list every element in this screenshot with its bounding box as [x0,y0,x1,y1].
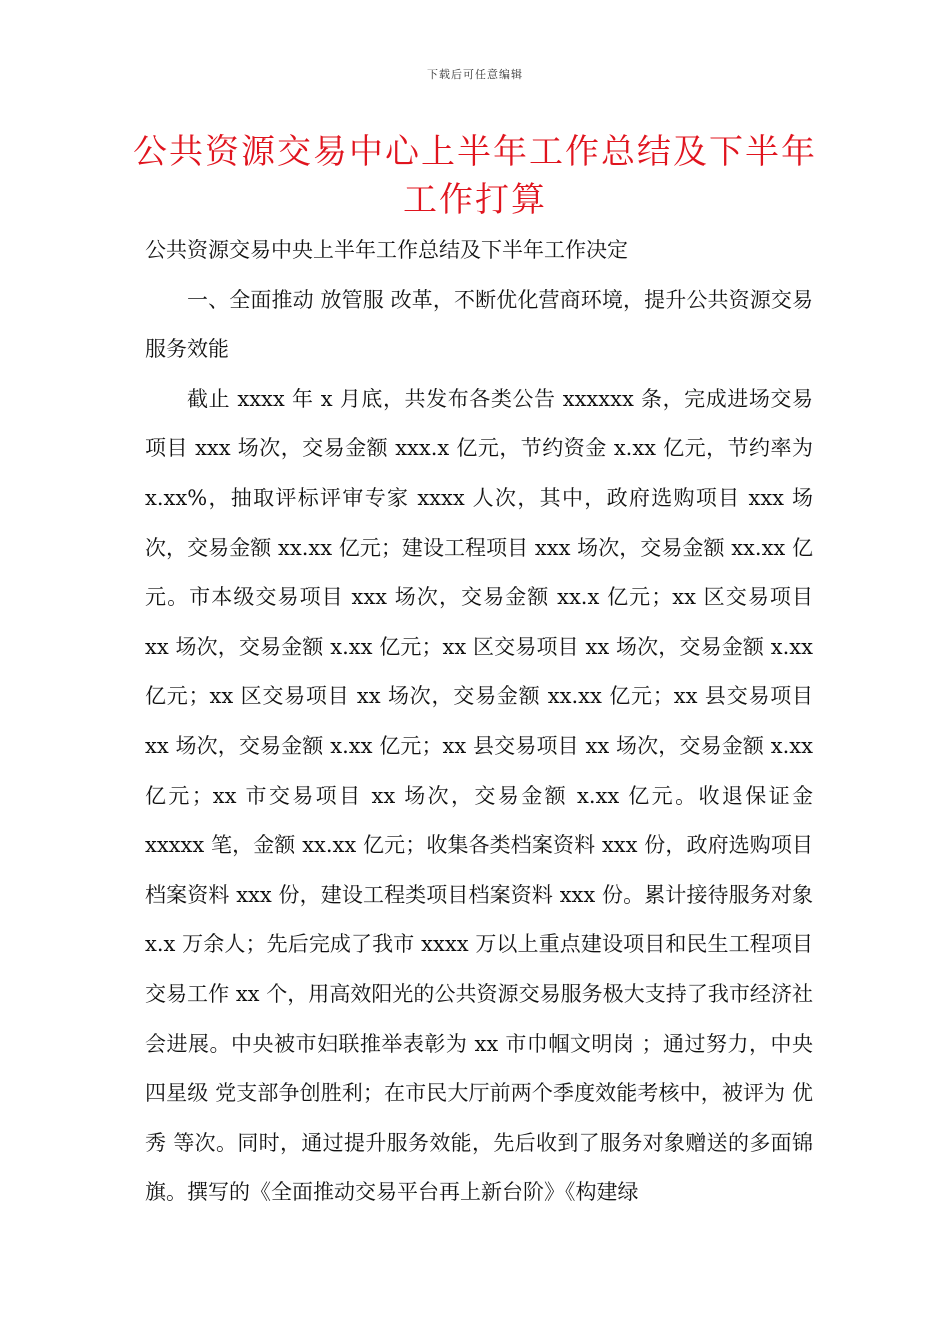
header-note: 下载后可任意编辑 [427,68,523,81]
body-paragraph: 截止 xxxx 年 x 月底，共发布各类公告 xxxxxx 条，完成进场交易项目 xxx 场次，交易金额 xxx.x 亿元，节约资金 x.xx 亿元，节约率为 x.xx%，抽取评标评审专家 xxxx 人次，其中，政府选购项目 xxx 场次，交易金额 xx.xx 亿元；建设工程项目 xxx 场次，交易金额 xx.xx 亿元。市本级交易项目 xxx 场次，交易金额 xx.x 亿元；xx 区交易项目 xx 场次，交易金额 x.xx 亿元；xx 区交易项目 xx 场次，交易金额 x.xx 亿元；xx 区交易项目 xx 场次，交易金额 xx.xx 亿元；xx 县交易项目 xx 场次，交易金额 x.xx 亿元；xx 县交易项目 xx 场次，交易金额 x.xx 亿元；xx 市交易项目 xx 场次，交易金额 x.xx 亿元。收退保证金 xxxxx 笔，金额 xx.xx 亿元；收集各类档案资料 xxx 份，政府选购项目档案资料 xxx 份，建设工程类项目档案资料 xxx 份。累计接待服务对象 x.x 万余人；先后完成了我市 xxxx 万以上重点建设项目和民生工程项目交易工作 xx 个，用高效阳光的公共资源交易服务极大支持了我市经济社会进展。中央被市妇联推举表彰为 xx 市巾帼文明岗 ；通过努力，中央四星级 党支部争创胜利；在市民大厅前两个季度效能考核中，被评为 优秀 等次。同时，通过提升服务效能，先后收到了服务对象赠送的多面锦旗。撰写的《全面推动交易平台再上新台阶》《构建绿 [145,386,813,1205]
section-heading: 一、全面推动 放管服 改革，不断优化营商环境，提升公共资源交易服务效能 [145,287,813,362]
document-title: 公共资源交易中心上半年工作总结及下半年工作打算 [133,132,817,220]
document-body [145,226,813,1218]
document-subtitle: 公共资源交易中央上半年工作总结及下半年工作决定 [145,238,628,262]
